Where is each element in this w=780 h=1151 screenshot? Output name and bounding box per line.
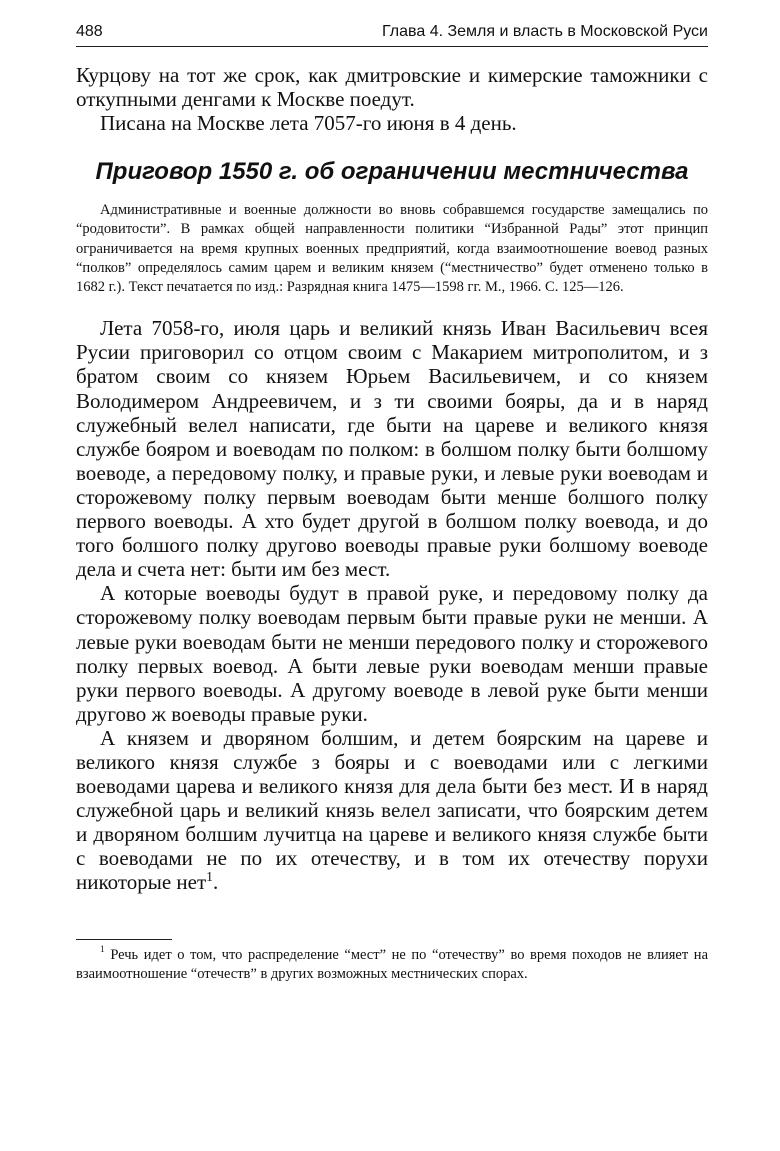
chapter-title: Глава 4. Земля и власть в Московской Руси (382, 23, 708, 40)
paragraph: Лета 7058-го, июля царь и великий князь Иван Васильевич всея Русии приговорил со отцом своим с Макарием митрополитом, и з братом своим со князем Юрьем Васильевичем, и со князем Володимером Андреевичем, и з ти своими бояры, да и в наряд служебный велел написати, где быти на цареве и великого князя службе бояром и воеводам по полком: в болшом полку быти болшому воеводе, а передовому полку, и правые руки, и левые руки воеводам и сторожевому полку первым воеводам быти менше болшого полку первого воеводы. А хто будет другой в болшом полку воевода, и до того болшого полку другово воеводы правые руки болшому воеводе дела и счета нет: быти им без мест. (76, 316, 708, 582)
book-page (76, 22, 708, 999)
paragraph: А которые воеводы будут в правой руке, и передовому полку да сторожевому полку воеводам первым быти правые руки не менши. А левые руки воеводам быти не менши передового полку и сторожевого полку первых воевод. А быти левые руки воеводам менши правые руки первого воеводы. А другому воеводе в левой руке быти менши другово ж воеводы правые руки. (76, 581, 708, 726)
running-head (76, 22, 708, 47)
paragraph: А князем и дворяном болшим, и детем боярским на цареве и великого князя службе з бояры и с воеводами или с легкими воеводами царева и великого князя для дела быти без мест. И в наряд служебной царь и великий князь велел записати, что боярским детем и дворяном болшим лучитца на цареве и великого князя службе быти с воеводами не по их отечеству, и в том их отечеству порухи никоторые нет$^1$. (76, 725, 708, 895)
paragraph: Курцову на тот же срок, как дмитровские и кимерские таможники с откупными денгами к Москве поедут. (76, 63, 708, 112)
page-number: 488 (76, 23, 103, 40)
section-title: Приговор 1550 г. об ограничении местничества (95, 158, 689, 186)
footnote-divider (76, 939, 172, 940)
editorial-headnote: Административные и военные должности во вновь собравшемся государстве замещались по “родовитости”. В рамках общей направленности политики “Избранной Рады” этот принцип ограничивается на время крупных военных предприятий, когда взаимоотношение воевод разных “полков” определялось самим царем и великим князем (“местничество” будет отменено только в 1682 г.). Текст печатается по изд.: Разрядная книга 1475—1598 гг. М., 1966. С. 125—126. (76, 202, 708, 296)
footnote-reference[interactable]: 1 (206, 868, 213, 884)
footnote-marker: 1 (100, 945, 105, 956)
paragraph: Писана на Москве лета 7057-го июня в 4 день. (100, 111, 517, 136)
paragraph-text: А князем и дворяном болшим, и детем боярским на цареве и великого князя службе з бояры и с воеводами или с легкими воеводами царева и великого князя для дела быти без мест. И в наряд служебной царь и великий князь велел записати, что боярским детем и дворяном болшим лучитца на цареве и великого князя службе быти с воеводами не по их отечеству, и в том их отечеству порухи никоторые нет (76, 725, 708, 895)
footnote-text: Речь идет о том, что распределение “мест” не по “отечеству” во время походов не влияет на взаимоотношение “отечеств” в других возможных местнических спорах. (76, 946, 708, 983)
footnote (76, 946, 708, 985)
previous-document-ending (76, 63, 708, 135)
document-text (76, 316, 708, 894)
